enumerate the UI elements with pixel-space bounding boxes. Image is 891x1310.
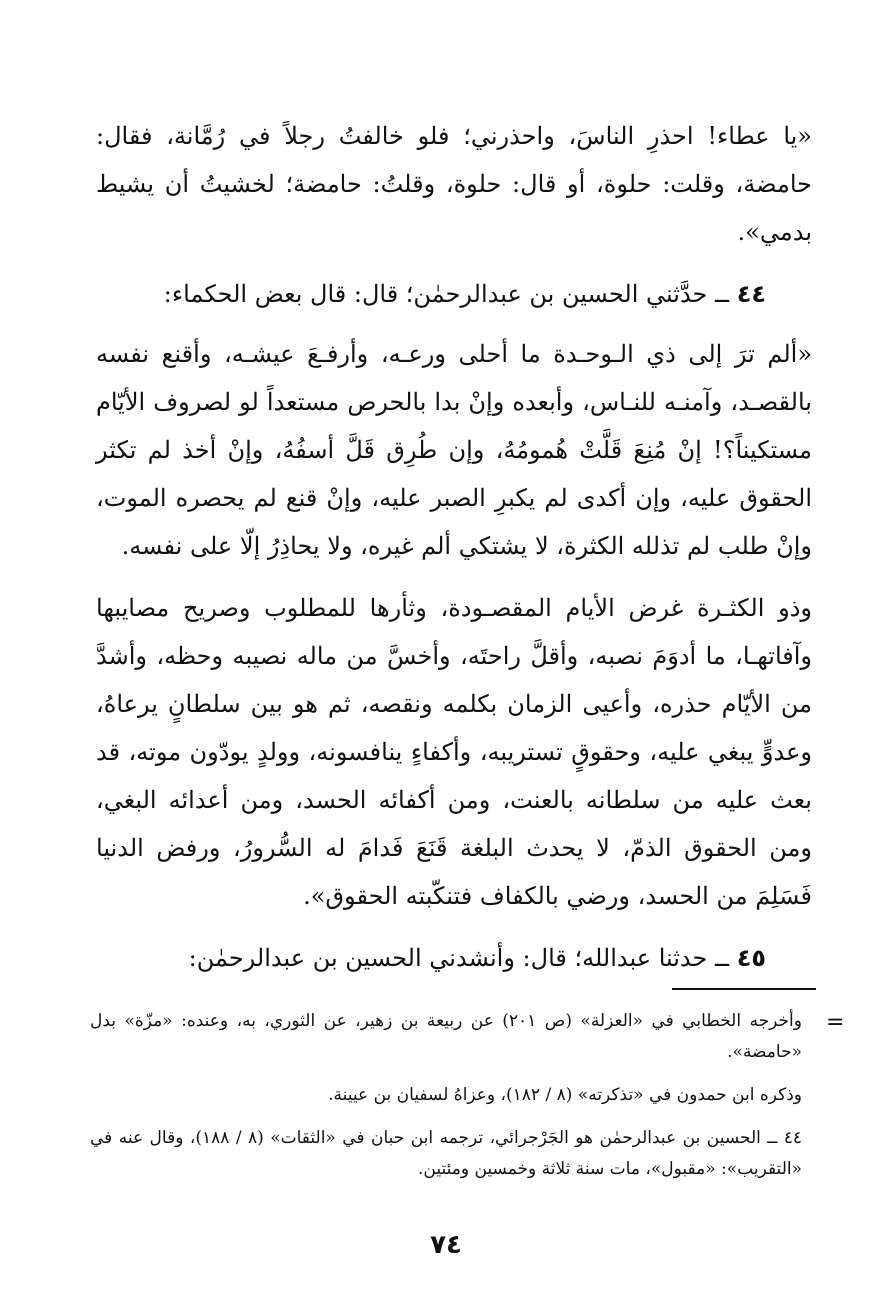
- main-text: [96, 112, 812, 994]
- heading-44: [96, 270, 812, 318]
- heading-45: [96, 934, 812, 982]
- heading-44-text: ــ حدَّثني الحسين بن عبدالرحمٰن؛ قال: قال بعض الحكماء:: [163, 280, 730, 308]
- heading-45-text: ــ حدثنا عبدالله؛ قال: وأنشدني الحسين بن عبدالرحمٰن:: [188, 944, 730, 972]
- paragraph-wisdom-solitude: «ألم ترَ إلى ذي الـوحـدة ما أحلى ورعـه، وأرفـعَ عيشـه، وأقنع نفسه بالقصـد، وآمنـه للنـاس، وأبعده وإنْ بدا بالحرص مستعداً لو لصروف الأيّام مستكيناً؟! إنْ مُنِعَ قَلَّتْ هُمومُهُ، وإن طُرِق قَلَّ أسفُهُ، وإنْ أخذ لم تكثر الحقوق عليه، وإن أكدى لم يكبرِ الصبر عليه، وإنْ قنع لم يحصره الموت، وإنْ طلب لم تذلله الكثرة، لا يشتكي ألم غيره، ولا يحاذِرُ إلّا على نفسه.: [96, 340, 812, 560]
- paragraph-wisdom-wealth: وذو الكثـرة غرض الأيام المقصـودة، وثأرها للمطلوب وصريح مصايبها وآفاتهـا، ما أدوَمَ نصبه، وأقلَّ راحتَه، وأخسَّ من ماله نصيبه وحظه، وأشدَّ من الأيّام حذره، وأعيى الزمان بكلمه ونقصه، ثم هو بين سلطانٍ يرعاهُ، وعدوٍّ يبغي عليه، وحقوقٍ تستريبه، وأكفاءٍ ينافسونه، وولدٍ يودّون موته، قد بعث عليه من سلطانه بالعنت، ومن أكفائه الحسد، ومن أعدائه البغي، ومن الحقوق الذمّ، لا يحدث البلغة قَنَعَ فَدامَ له السُّرورُ، ورفض الدنيا فَسَلِمَ من الحسد، ورضي بالكفاف فتنكّبته الحقوق».: [96, 594, 812, 910]
- item-number-44: ٤٤: [736, 280, 766, 308]
- paragraph-quote-ata: «يا عطاء! احذرِ الناسَ، واحذرني؛ فلو خالفتُ رجلاً في رُمَّانة، فقال: حامضة، وقلت: حلوة، أو قال: حلوة، وقلتُ: حامضة؛ لخشيتُ أن يشيط بدمي».: [96, 122, 812, 246]
- footnote-khattabi: وأخرجه الخطابي في «العزلة» (ص ٢٠١) عن ربيعة بن زهير، عن الثوري، به، وعنده: «مزّة» بدل «حامضة».: [90, 1011, 802, 1062]
- footnote-ibn-hamdun: وذكره ابن حمدون في «تذكرته» (٨ / ١٨٢)، وعزاهُ لسفيان بن عيينة.: [328, 1085, 802, 1105]
- page-number: ٧٤: [430, 1230, 462, 1260]
- item-number-45: ٤٥: [736, 944, 766, 972]
- footnote-divider: [672, 988, 816, 990]
- footnotes: [90, 1006, 802, 1197]
- footnote-44: ٤٤ ــ الحسين بن عبدالرحمٰن هو الجَرْجرائي، ترجمه ابن حبان في «الثقات» (٨ / ١٨٨)، وقال عنه في «التقريب»: «مقبول»، مات سنة ثلاثة وخمسين ومئتين.: [90, 1128, 802, 1179]
- footnote-continuation-mark: =: [826, 1010, 845, 1035]
